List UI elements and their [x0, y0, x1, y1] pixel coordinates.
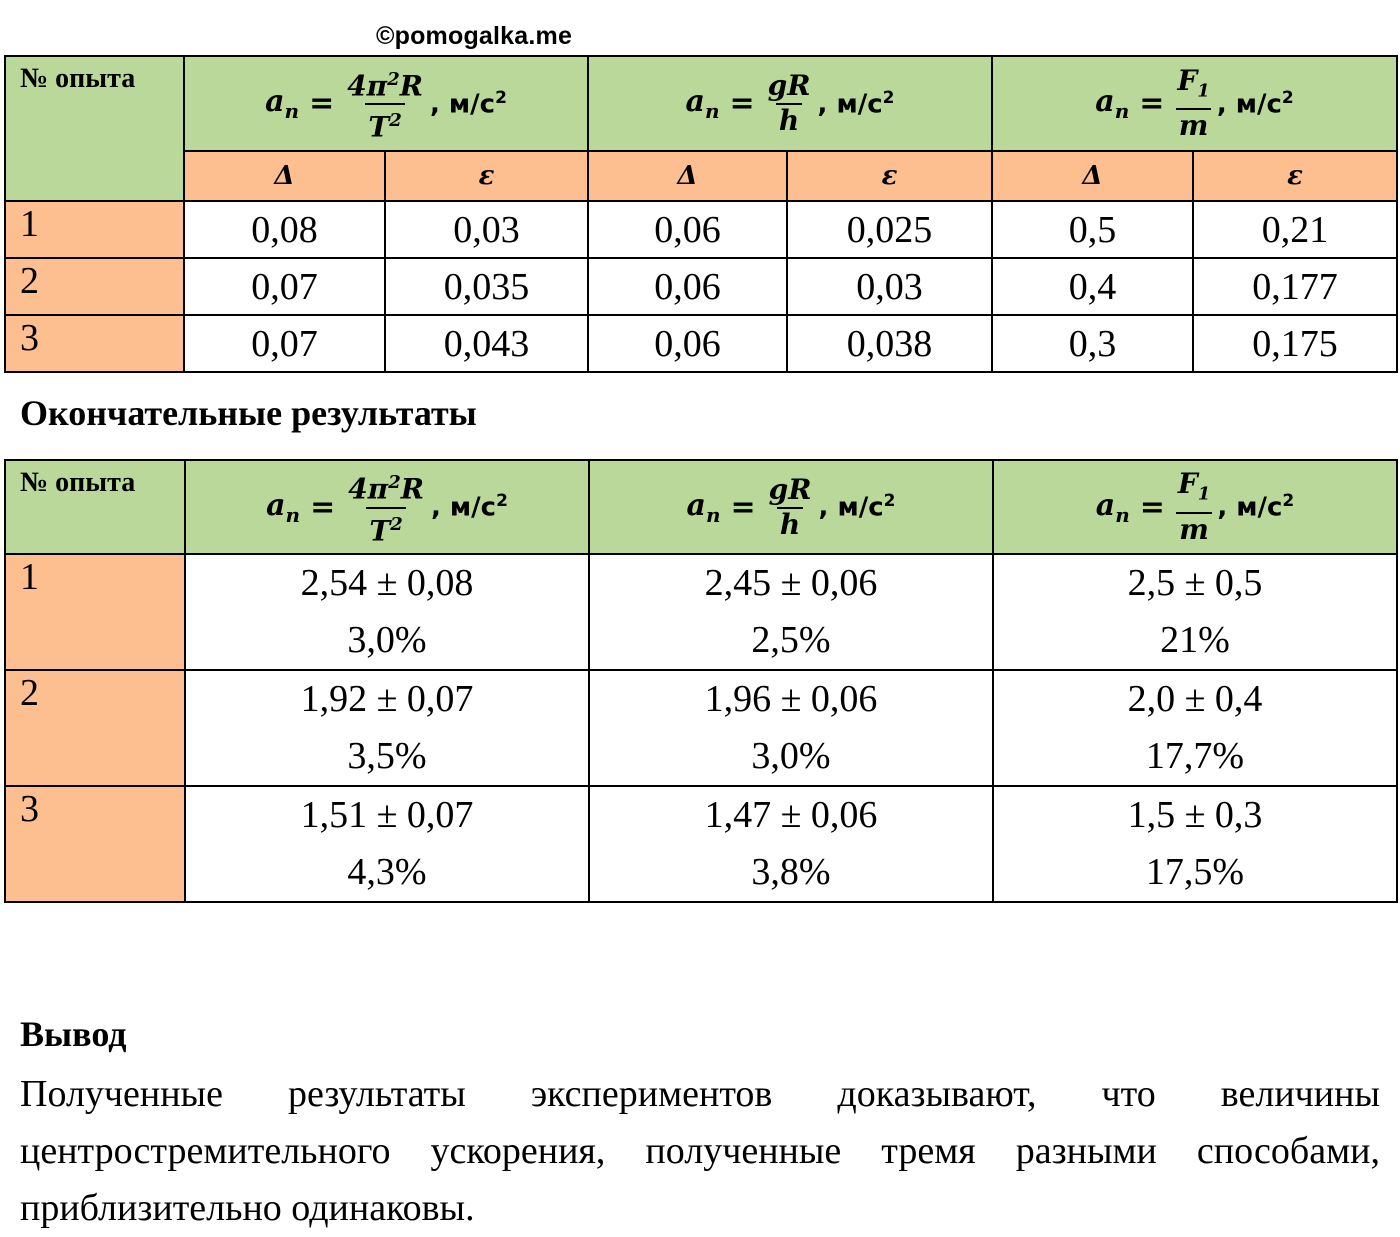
- table-cell: 0,21: [1193, 201, 1397, 258]
- table-row: [5, 258, 1397, 315]
- column-header-formula-3: [993, 460, 1397, 554]
- subheader-epsilon: ε: [1193, 151, 1397, 201]
- row-number: 1: [5, 201, 184, 258]
- formula-3: $a_n$ = $\frac{F_1}{m}$ , $м/с^2$: [1095, 467, 1295, 546]
- table-row: [5, 786, 1397, 902]
- result-cell: 2,0 ± 0,4 17,7%: [993, 670, 1397, 786]
- conclusion-text: Полученные результаты экспериментов доказывают, что величины центростремительного ускорения, полученные тремя разными способами, приблизительно одинаковы.: [20, 1073, 1380, 1229]
- watermark: ©pomogalka.me: [376, 22, 573, 50]
- table-row: [5, 554, 1397, 670]
- table-cell: 0,03: [385, 201, 588, 258]
- row-number: 3: [5, 786, 185, 902]
- final-results-heading: Окончательные результаты: [20, 393, 477, 433]
- result-cell: 2,45 ± 0,06 2,5%: [589, 554, 993, 670]
- row-number: 2: [5, 258, 184, 315]
- table-cell: 0,06: [588, 258, 787, 315]
- formula-1: $a_n$ = $\frac{4\pi^2R}{T^2}$ , $м/с^2$: [265, 68, 507, 144]
- formula-1: $a_n$ = $\frac{4\pi^2R}{T^2}$ , $м/с^2$: [266, 472, 508, 547]
- table-cell: 0,035: [385, 258, 588, 315]
- table-cell: 0,4: [992, 258, 1193, 315]
- formula-3: $a_n$ = $\frac{F_1}{m}$ , $м/с^2$: [1095, 63, 1294, 143]
- subheader-delta: Δ: [588, 151, 787, 201]
- formula-2: $a_n$ = $\frac{gR}{h}$ , $м/с^2$: [686, 472, 896, 541]
- table-cell: 0,03: [787, 258, 992, 315]
- table-cell: 0,175: [1193, 315, 1397, 372]
- column-header-formula-2: [588, 56, 992, 151]
- table-cell: 0,07: [184, 315, 385, 372]
- subheader-epsilon: ε: [787, 151, 992, 201]
- table-row: [5, 315, 1397, 372]
- column-header-experiment-number: № опыта: [5, 460, 185, 554]
- row-number: 1: [5, 554, 185, 670]
- result-cell: 2,54 ± 0,08 3,0%: [185, 554, 589, 670]
- subheader-delta: Δ: [992, 151, 1193, 201]
- table-cell: 0,043: [385, 315, 588, 372]
- row-number: 2: [5, 670, 185, 786]
- table-cell: 0,08: [184, 201, 385, 258]
- table-cell: 0,025: [787, 201, 992, 258]
- column-header-formula-1: [185, 460, 589, 554]
- column-header-formula-2: [589, 460, 993, 554]
- table-row: [5, 201, 1397, 258]
- column-header-formula-1: [184, 56, 588, 151]
- table-cell: 0,177: [1193, 258, 1397, 315]
- result-cell: 1,47 ± 0,06 3,8%: [589, 786, 993, 902]
- result-cell: 1,92 ± 0,07 3,5%: [185, 670, 589, 786]
- result-cell: 2,5 ± 0,5 21%: [993, 554, 1397, 670]
- subheader-epsilon: ε: [385, 151, 588, 201]
- column-header-experiment-number: № опыта: [5, 56, 184, 201]
- table-cell: 0,06: [588, 201, 787, 258]
- table-cell: 0,038: [787, 315, 992, 372]
- table-cell: 0,06: [588, 315, 787, 372]
- subheader-delta: Δ: [184, 151, 385, 201]
- table-cell: 0,5: [992, 201, 1193, 258]
- table-cell: 0,3: [992, 315, 1193, 372]
- result-cell: 1,5 ± 0,3 17,5%: [993, 786, 1397, 902]
- final-results-table: [4, 459, 1398, 903]
- result-cell: 1,51 ± 0,07 4,3%: [185, 786, 589, 902]
- column-header-formula-3: [992, 56, 1397, 151]
- table-cell: 0,07: [184, 258, 385, 315]
- table-row: [5, 670, 1397, 786]
- result-cell: 1,96 ± 0,06 3,0%: [589, 670, 993, 786]
- row-number: 3: [5, 315, 184, 372]
- conclusion-heading: Вывод: [20, 1014, 127, 1054]
- formula-2: $a_n$ = $\frac{gR}{h}$ , $м/с^2$: [685, 69, 895, 137]
- errors-table: [4, 55, 1398, 373]
